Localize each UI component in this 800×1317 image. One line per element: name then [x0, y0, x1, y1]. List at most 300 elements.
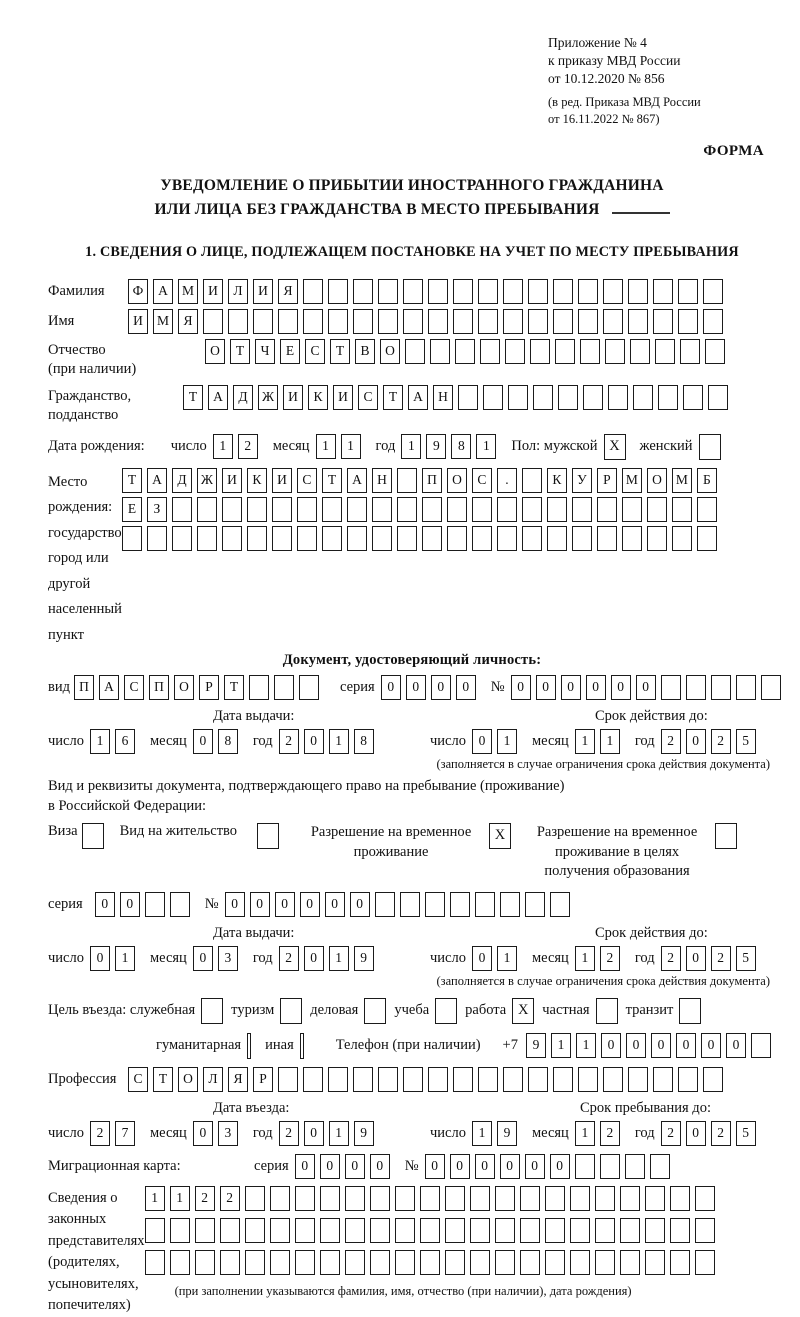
char-cell[interactable]	[578, 279, 598, 304]
char-cell[interactable]: 0	[472, 729, 492, 754]
char-cell[interactable]: 1	[170, 1186, 190, 1211]
char-cell[interactable]: 2	[600, 946, 620, 971]
char-cell[interactable]	[578, 1067, 598, 1092]
char-cell[interactable]	[170, 1218, 190, 1243]
char-cell[interactable]	[397, 526, 417, 551]
char-cell[interactable]	[630, 339, 650, 364]
char-cell[interactable]: П	[149, 675, 169, 700]
char-cell[interactable]: Т	[230, 339, 250, 364]
char-cell[interactable]: А	[153, 279, 173, 304]
char-cell[interactable]	[445, 1186, 465, 1211]
char-cell[interactable]	[328, 1067, 348, 1092]
char-cell[interactable]: 0	[561, 675, 581, 700]
char-cell[interactable]	[603, 1067, 623, 1092]
char-cell[interactable]	[633, 385, 653, 410]
char-cell[interactable]: 2	[279, 729, 299, 754]
char-cell[interactable]: 0	[676, 1033, 696, 1058]
char-cell[interactable]: Р	[597, 468, 617, 493]
char-cell[interactable]: 1	[341, 434, 361, 459]
char-cell[interactable]	[583, 385, 603, 410]
char-cell[interactable]	[628, 309, 648, 334]
char-cell[interactable]: Т	[122, 468, 142, 493]
char-cell[interactable]: 0	[304, 946, 324, 971]
char-cell[interactable]	[497, 526, 517, 551]
char-cell[interactable]	[422, 526, 442, 551]
char-cell[interactable]	[478, 1067, 498, 1092]
char-cell[interactable]: Л	[203, 1067, 223, 1092]
char-cell[interactable]	[347, 497, 367, 522]
char-cell[interactable]: 1	[575, 729, 595, 754]
char-cell[interactable]: С	[472, 468, 492, 493]
char-cell[interactable]	[428, 1067, 448, 1092]
char-cell[interactable]	[578, 309, 598, 334]
char-cell[interactable]: Т	[383, 385, 403, 410]
char-cell[interactable]	[661, 675, 681, 700]
char-cell[interactable]	[686, 675, 706, 700]
char-cell[interactable]	[295, 1186, 315, 1211]
char-cell[interactable]	[595, 1186, 615, 1211]
purpose-tranzit-checkbox[interactable]	[679, 998, 701, 1024]
char-cell[interactable]	[495, 1250, 515, 1275]
char-cell[interactable]	[170, 892, 190, 917]
char-cell[interactable]: 1	[551, 1033, 571, 1058]
char-cell[interactable]	[249, 675, 269, 700]
char-cell[interactable]	[147, 526, 167, 551]
char-cell[interactable]: С	[358, 385, 378, 410]
char-cell[interactable]	[403, 279, 423, 304]
char-cell[interactable]	[322, 526, 342, 551]
char-cell[interactable]: П	[422, 468, 442, 493]
char-cell[interactable]	[678, 1067, 698, 1092]
char-cell[interactable]: 2	[661, 1121, 681, 1146]
char-cell[interactable]: 0	[686, 1121, 706, 1146]
char-cell[interactable]	[420, 1186, 440, 1211]
char-cell[interactable]: Д	[233, 385, 253, 410]
char-cell[interactable]: О	[647, 468, 667, 493]
char-cell[interactable]	[345, 1250, 365, 1275]
char-cell[interactable]: 0	[525, 1154, 545, 1179]
char-cell[interactable]	[272, 526, 292, 551]
char-cell[interactable]: 1	[472, 1121, 492, 1146]
char-cell[interactable]	[295, 1218, 315, 1243]
char-cell[interactable]: 0	[511, 675, 531, 700]
char-cell[interactable]: 0	[456, 675, 476, 700]
char-cell[interactable]: 0	[425, 1154, 445, 1179]
char-cell[interactable]: К	[308, 385, 328, 410]
char-cell[interactable]: И	[333, 385, 353, 410]
char-cell[interactable]: 0	[225, 892, 245, 917]
char-cell[interactable]	[572, 497, 592, 522]
char-cell[interactable]	[222, 497, 242, 522]
purpose-sluzhebnaya-checkbox[interactable]	[201, 998, 223, 1024]
char-cell[interactable]	[680, 339, 700, 364]
char-cell[interactable]: 2	[711, 946, 731, 971]
char-cell[interactable]	[697, 526, 717, 551]
char-cell[interactable]	[575, 1154, 595, 1179]
char-cell[interactable]	[533, 385, 553, 410]
char-cell[interactable]: Т	[322, 468, 342, 493]
char-cell[interactable]	[683, 385, 703, 410]
char-cell[interactable]	[475, 892, 495, 917]
char-cell[interactable]: 0	[651, 1033, 671, 1058]
char-cell[interactable]: 2	[661, 729, 681, 754]
char-cell[interactable]	[711, 675, 731, 700]
char-cell[interactable]: Ж	[197, 468, 217, 493]
char-cell[interactable]	[622, 526, 642, 551]
char-cell[interactable]	[553, 309, 573, 334]
char-cell[interactable]	[705, 339, 725, 364]
char-cell[interactable]: 3	[218, 946, 238, 971]
char-cell[interactable]	[545, 1250, 565, 1275]
purpose-ucheba-checkbox[interactable]	[435, 998, 457, 1024]
char-cell[interactable]	[400, 892, 420, 917]
char-cell[interactable]: 0	[726, 1033, 746, 1058]
char-cell[interactable]: 1	[213, 434, 233, 459]
char-cell[interactable]	[299, 675, 319, 700]
temp-residence-checkbox[interactable]: X	[489, 823, 511, 849]
char-cell[interactable]	[328, 279, 348, 304]
char-cell[interactable]: 5	[736, 729, 756, 754]
char-cell[interactable]	[697, 497, 717, 522]
char-cell[interactable]	[303, 309, 323, 334]
char-cell[interactable]: 1	[115, 946, 135, 971]
char-cell[interactable]: 0	[701, 1033, 721, 1058]
char-cell[interactable]	[270, 1186, 290, 1211]
char-cell[interactable]	[647, 526, 667, 551]
char-cell[interactable]: Н	[433, 385, 453, 410]
char-cell[interactable]	[480, 339, 500, 364]
char-cell[interactable]: Е	[280, 339, 300, 364]
char-cell[interactable]: С	[305, 339, 325, 364]
char-cell[interactable]	[530, 339, 550, 364]
char-cell[interactable]	[478, 309, 498, 334]
char-cell[interactable]	[508, 385, 528, 410]
char-cell[interactable]	[695, 1186, 715, 1211]
char-cell[interactable]: 1	[329, 729, 349, 754]
char-cell[interactable]	[678, 279, 698, 304]
char-cell[interactable]	[405, 339, 425, 364]
char-cell[interactable]	[620, 1218, 640, 1243]
char-cell[interactable]: Е	[122, 497, 142, 522]
char-cell[interactable]	[495, 1218, 515, 1243]
char-cell[interactable]: 1	[145, 1186, 165, 1211]
residence-permit-checkbox[interactable]	[257, 823, 279, 849]
char-cell[interactable]	[253, 309, 273, 334]
char-cell[interactable]: И	[128, 309, 148, 334]
char-cell[interactable]: С	[124, 675, 144, 700]
char-cell[interactable]	[620, 1186, 640, 1211]
char-cell[interactable]: 2	[90, 1121, 110, 1146]
char-cell[interactable]: 0	[370, 1154, 390, 1179]
char-cell[interactable]: 0	[611, 675, 631, 700]
purpose-chastnaya-checkbox[interactable]	[596, 998, 618, 1024]
char-cell[interactable]: М	[178, 279, 198, 304]
char-cell[interactable]: 0	[120, 892, 140, 917]
char-cell[interactable]: 1	[575, 946, 595, 971]
char-cell[interactable]	[672, 526, 692, 551]
char-cell[interactable]	[403, 309, 423, 334]
char-cell[interactable]	[545, 1218, 565, 1243]
char-cell[interactable]: 0	[500, 1154, 520, 1179]
char-cell[interactable]	[274, 675, 294, 700]
char-cell[interactable]	[580, 339, 600, 364]
char-cell[interactable]: О	[380, 339, 400, 364]
char-cell[interactable]	[500, 892, 520, 917]
char-cell[interactable]	[378, 309, 398, 334]
char-cell[interactable]	[478, 279, 498, 304]
char-cell[interactable]	[145, 1250, 165, 1275]
char-cell[interactable]: П	[74, 675, 94, 700]
char-cell[interactable]: 0	[350, 892, 370, 917]
char-cell[interactable]: 0	[300, 892, 320, 917]
char-cell[interactable]: 1	[575, 1121, 595, 1146]
char-cell[interactable]	[455, 339, 475, 364]
char-cell[interactable]	[522, 526, 542, 551]
char-cell[interactable]	[303, 279, 323, 304]
char-cell[interactable]	[145, 1218, 165, 1243]
char-cell[interactable]: 8	[451, 434, 471, 459]
char-cell[interactable]: Б	[697, 468, 717, 493]
char-cell[interactable]: 9	[526, 1033, 546, 1058]
char-cell[interactable]: 0	[431, 675, 451, 700]
char-cell[interactable]	[320, 1186, 340, 1211]
char-cell[interactable]	[122, 526, 142, 551]
char-cell[interactable]	[603, 279, 623, 304]
char-cell[interactable]: 9	[497, 1121, 517, 1146]
char-cell[interactable]: 1	[476, 434, 496, 459]
char-cell[interactable]	[550, 892, 570, 917]
char-cell[interactable]: И	[203, 279, 223, 304]
char-cell[interactable]	[447, 526, 467, 551]
char-cell[interactable]	[503, 279, 523, 304]
char-cell[interactable]	[453, 1067, 473, 1092]
char-cell[interactable]	[708, 385, 728, 410]
char-cell[interactable]	[372, 526, 392, 551]
char-cell[interactable]: Р	[253, 1067, 273, 1092]
char-cell[interactable]	[328, 309, 348, 334]
char-cell[interactable]	[628, 279, 648, 304]
char-cell[interactable]	[428, 309, 448, 334]
char-cell[interactable]: Т	[183, 385, 203, 410]
char-cell[interactable]: 0	[95, 892, 115, 917]
char-cell[interactable]	[503, 1067, 523, 1092]
char-cell[interactable]	[458, 385, 478, 410]
char-cell[interactable]	[547, 526, 567, 551]
char-cell[interactable]	[620, 1250, 640, 1275]
char-cell[interactable]	[172, 497, 192, 522]
char-cell[interactable]	[503, 309, 523, 334]
char-cell[interactable]: 2	[279, 1121, 299, 1146]
char-cell[interactable]	[520, 1186, 540, 1211]
char-cell[interactable]	[497, 497, 517, 522]
char-cell[interactable]	[272, 497, 292, 522]
char-cell[interactable]: М	[622, 468, 642, 493]
char-cell[interactable]	[278, 1067, 298, 1092]
char-cell[interactable]: О	[205, 339, 225, 364]
purpose-delovaya-checkbox[interactable]	[364, 998, 386, 1024]
char-cell[interactable]: М	[153, 309, 173, 334]
char-cell[interactable]: 0	[536, 675, 556, 700]
char-cell[interactable]: 1	[329, 1121, 349, 1146]
char-cell[interactable]: 0	[475, 1154, 495, 1179]
char-cell[interactable]	[528, 1067, 548, 1092]
char-cell[interactable]	[570, 1218, 590, 1243]
char-cell[interactable]: 1	[600, 729, 620, 754]
char-cell[interactable]	[395, 1218, 415, 1243]
char-cell[interactable]: .	[497, 468, 517, 493]
char-cell[interactable]: А	[208, 385, 228, 410]
char-cell[interactable]	[520, 1250, 540, 1275]
char-cell[interactable]	[525, 892, 545, 917]
char-cell[interactable]	[420, 1250, 440, 1275]
char-cell[interactable]: 5	[736, 1121, 756, 1146]
char-cell[interactable]	[347, 526, 367, 551]
char-cell[interactable]	[628, 1067, 648, 1092]
char-cell[interactable]	[761, 675, 781, 700]
char-cell[interactable]	[450, 892, 470, 917]
char-cell[interactable]	[247, 526, 267, 551]
char-cell[interactable]	[670, 1218, 690, 1243]
char-cell[interactable]	[345, 1218, 365, 1243]
char-cell[interactable]	[470, 1186, 490, 1211]
char-cell[interactable]: 2	[220, 1186, 240, 1211]
char-cell[interactable]	[670, 1186, 690, 1211]
char-cell[interactable]	[195, 1250, 215, 1275]
char-cell[interactable]	[430, 339, 450, 364]
char-cell[interactable]	[197, 526, 217, 551]
char-cell[interactable]: 0	[636, 675, 656, 700]
char-cell[interactable]: 1	[497, 946, 517, 971]
char-cell[interactable]	[658, 385, 678, 410]
char-cell[interactable]: 2	[711, 1121, 731, 1146]
char-cell[interactable]	[453, 279, 473, 304]
char-cell[interactable]	[703, 279, 723, 304]
char-cell[interactable]: 2	[195, 1186, 215, 1211]
char-cell[interactable]: Т	[330, 339, 350, 364]
char-cell[interactable]	[245, 1250, 265, 1275]
char-cell[interactable]: 0	[193, 729, 213, 754]
char-cell[interactable]	[222, 526, 242, 551]
char-cell[interactable]: Т	[224, 675, 244, 700]
char-cell[interactable]: С	[297, 468, 317, 493]
char-cell[interactable]: 0	[586, 675, 606, 700]
char-cell[interactable]	[595, 1218, 615, 1243]
char-cell[interactable]	[608, 385, 628, 410]
char-cell[interactable]: 9	[354, 946, 374, 971]
char-cell[interactable]	[678, 309, 698, 334]
char-cell[interactable]: 0	[90, 946, 110, 971]
char-cell[interactable]	[320, 1250, 340, 1275]
char-cell[interactable]: 0	[325, 892, 345, 917]
char-cell[interactable]: Я	[178, 309, 198, 334]
char-cell[interactable]	[555, 339, 575, 364]
char-cell[interactable]	[295, 1250, 315, 1275]
char-cell[interactable]	[425, 892, 445, 917]
char-cell[interactable]: 0	[193, 1121, 213, 1146]
char-cell[interactable]: И	[272, 468, 292, 493]
char-cell[interactable]	[170, 1250, 190, 1275]
char-cell[interactable]: И	[283, 385, 303, 410]
char-cell[interactable]: 1	[316, 434, 336, 459]
char-cell[interactable]: 0	[275, 892, 295, 917]
char-cell[interactable]: 0	[320, 1154, 340, 1179]
char-cell[interactable]	[195, 1218, 215, 1243]
char-cell[interactable]: Ж	[258, 385, 278, 410]
char-cell[interactable]: 3	[218, 1121, 238, 1146]
char-cell[interactable]: 2	[661, 946, 681, 971]
char-cell[interactable]	[353, 279, 373, 304]
char-cell[interactable]: Ф	[128, 279, 148, 304]
char-cell[interactable]	[403, 1067, 423, 1092]
sex-female-checkbox[interactable]	[699, 434, 721, 460]
char-cell[interactable]	[547, 497, 567, 522]
char-cell[interactable]	[600, 1154, 620, 1179]
char-cell[interactable]: 1	[90, 729, 110, 754]
char-cell[interactable]	[650, 1154, 670, 1179]
char-cell[interactable]	[220, 1250, 240, 1275]
char-cell[interactable]: 2	[600, 1121, 620, 1146]
char-cell[interactable]	[445, 1250, 465, 1275]
char-cell[interactable]: 2	[711, 729, 731, 754]
char-cell[interactable]	[597, 497, 617, 522]
char-cell[interactable]: 0	[601, 1033, 621, 1058]
char-cell[interactable]: А	[99, 675, 119, 700]
purpose-inaya-checkbox[interactable]	[300, 1033, 304, 1059]
char-cell[interactable]: И	[222, 468, 242, 493]
char-cell[interactable]	[453, 309, 473, 334]
char-cell[interactable]	[625, 1154, 645, 1179]
char-cell[interactable]: 2	[279, 946, 299, 971]
char-cell[interactable]: И	[253, 279, 273, 304]
char-cell[interactable]	[672, 497, 692, 522]
char-cell[interactable]	[483, 385, 503, 410]
char-cell[interactable]: Ч	[255, 339, 275, 364]
char-cell[interactable]: А	[347, 468, 367, 493]
purpose-rabota-checkbox[interactable]: X	[512, 998, 534, 1024]
char-cell[interactable]	[375, 892, 395, 917]
char-cell[interactable]	[353, 309, 373, 334]
char-cell[interactable]	[247, 497, 267, 522]
char-cell[interactable]	[297, 497, 317, 522]
char-cell[interactable]	[378, 279, 398, 304]
char-cell[interactable]	[447, 497, 467, 522]
char-cell[interactable]: 0	[345, 1154, 365, 1179]
char-cell[interactable]	[505, 339, 525, 364]
char-cell[interactable]: Р	[199, 675, 219, 700]
char-cell[interactable]: О	[178, 1067, 198, 1092]
char-cell[interactable]	[370, 1250, 390, 1275]
char-cell[interactable]	[370, 1186, 390, 1211]
char-cell[interactable]: 0	[304, 729, 324, 754]
char-cell[interactable]: А	[147, 468, 167, 493]
char-cell[interactable]	[522, 497, 542, 522]
char-cell[interactable]	[422, 497, 442, 522]
char-cell[interactable]	[145, 892, 165, 917]
char-cell[interactable]	[228, 309, 248, 334]
char-cell[interactable]: Л	[228, 279, 248, 304]
char-cell[interactable]: О	[447, 468, 467, 493]
char-cell[interactable]: У	[572, 468, 592, 493]
char-cell[interactable]	[558, 385, 578, 410]
char-cell[interactable]: 0	[193, 946, 213, 971]
char-cell[interactable]	[372, 497, 392, 522]
char-cell[interactable]: 0	[304, 1121, 324, 1146]
char-cell[interactable]: 0	[381, 675, 401, 700]
char-cell[interactable]: Т	[153, 1067, 173, 1092]
visa-checkbox[interactable]	[82, 823, 104, 849]
char-cell[interactable]: 9	[426, 434, 446, 459]
char-cell[interactable]: 0	[686, 946, 706, 971]
